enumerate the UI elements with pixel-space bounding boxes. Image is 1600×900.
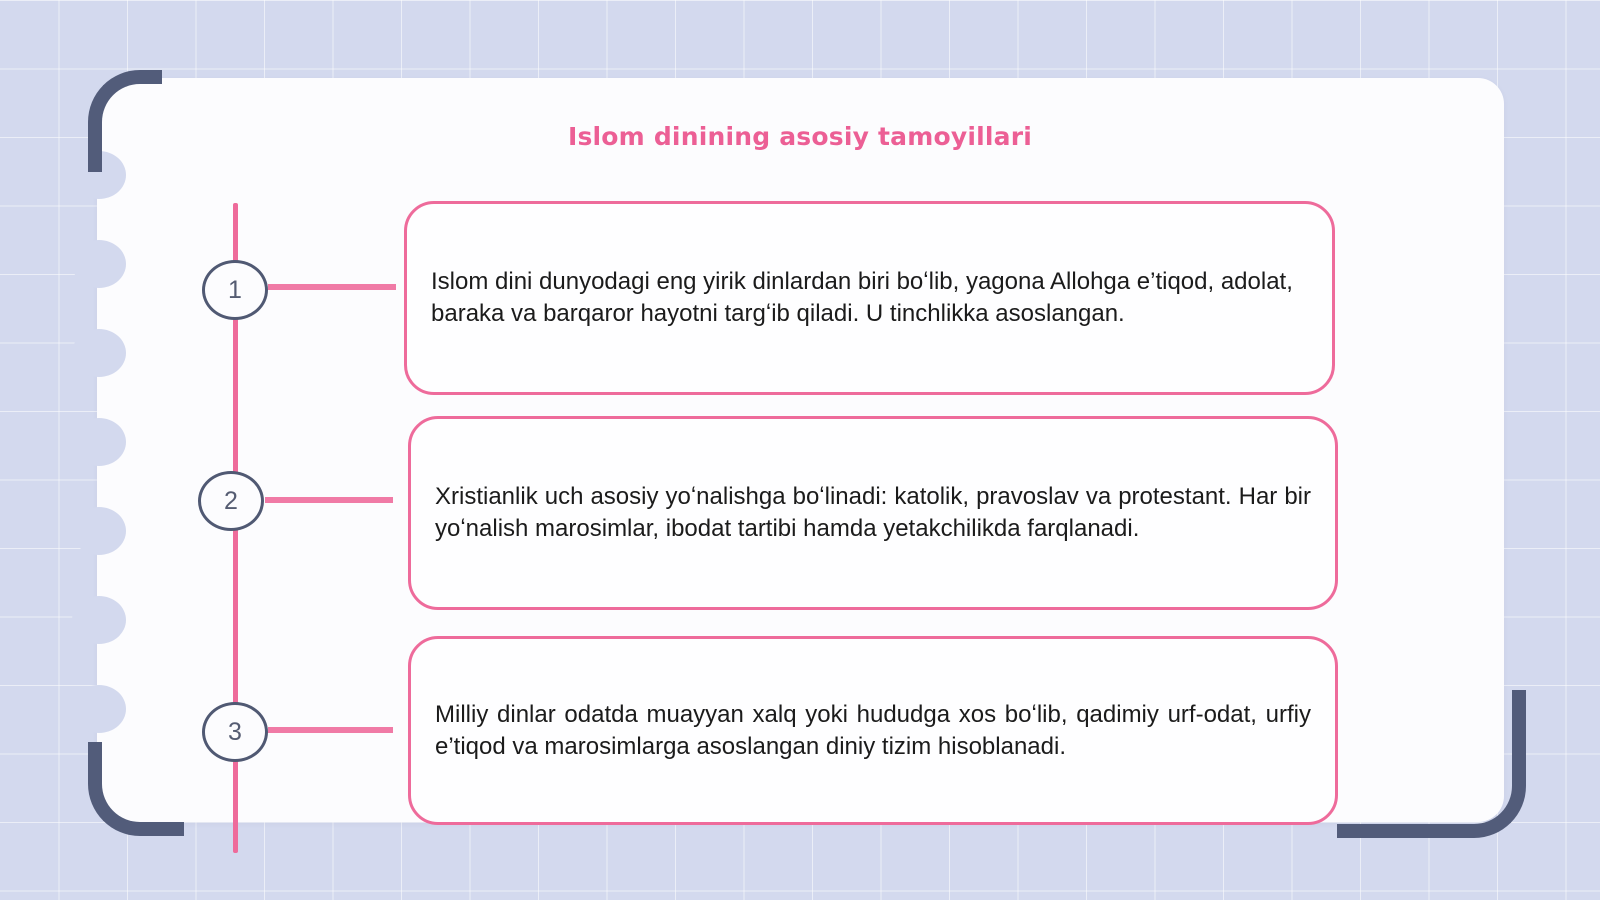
scallop-edge <box>72 418 126 466</box>
scallop-edge <box>72 596 126 644</box>
text-box-3 <box>408 636 1338 825</box>
scallop-edge <box>72 240 126 288</box>
corner-bracket-bottom-right <box>1337 690 1526 838</box>
text-box-3-content: Milliy dinlar odatda muayyan xalq yoki hududga xos boʻlib, qadimiy urf-odat, urfiy e’tiqod va marosimlarga asoslangan diniy tizim hisoblanadi. <box>435 700 1311 760</box>
corner-bracket-bottom-left <box>88 742 184 836</box>
connector-1 <box>268 284 396 290</box>
step-number-1: 1 <box>202 260 268 320</box>
slide-title: Islom dinining asosiy tamoyillari <box>567 122 1033 151</box>
corner-bracket-top-left <box>88 70 162 172</box>
scallop-edge <box>72 685 126 733</box>
scallop-edge <box>72 329 126 377</box>
text-box-1 <box>404 201 1335 395</box>
connector-3 <box>268 727 393 733</box>
text-box-1-content: Islom dini dunyodagi eng yirik dinlardan biri boʻlib, yagona Allohga e’tiqod, adolat, baraka va barqaror hayotni targʻib qiladi. U tinchlikka asoslangan. <box>431 268 1293 327</box>
step-number-2: 2 <box>198 471 264 531</box>
connector-2 <box>265 497 393 503</box>
scallop-edge <box>72 507 126 555</box>
step-number-3: 3 <box>202 702 268 762</box>
text-box-2-content: Xristianlik uch asosiy yoʻnalishga boʻlinadi: katolik, pravoslav va protestant. Har bir yoʻnalish marosimlar, ibodat tartibi hamda yetakchilikda farqlanadi. <box>435 483 1311 542</box>
text-box-2 <box>408 416 1338 610</box>
